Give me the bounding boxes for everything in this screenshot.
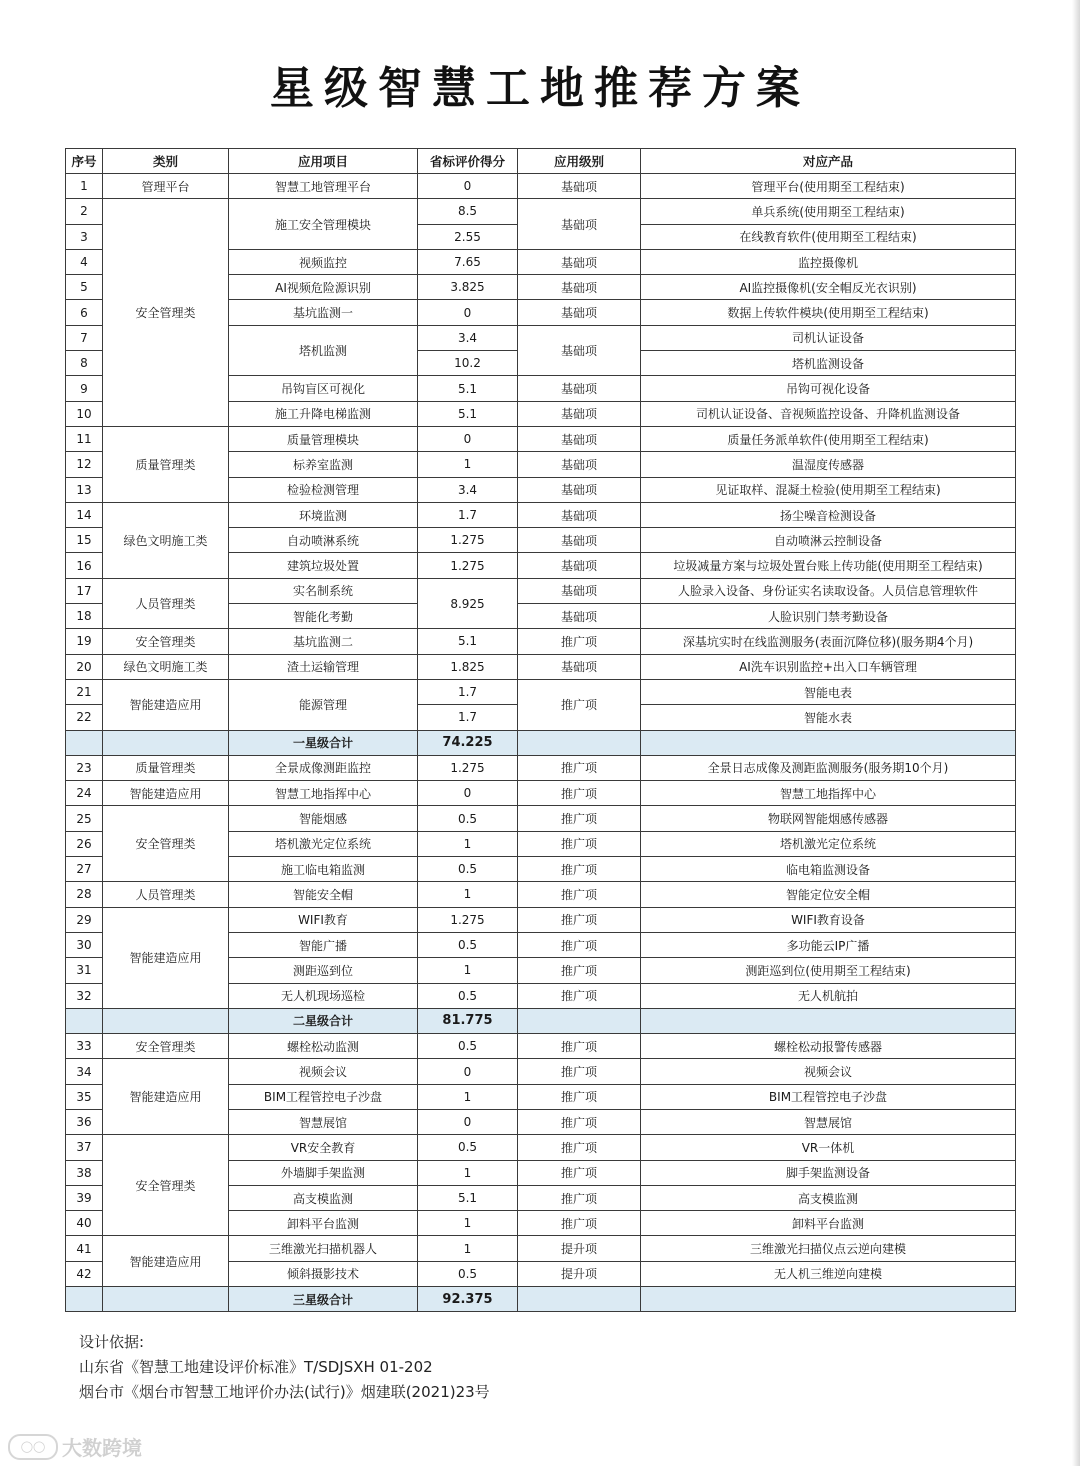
cell-score: 1.7 xyxy=(418,705,518,730)
cell-product: 物联网智能烟感传感器 xyxy=(641,806,1016,831)
cell-index: 14 xyxy=(66,502,103,527)
cell-index: 37 xyxy=(66,1135,103,1160)
cell-product: 高支模监测 xyxy=(641,1185,1016,1210)
cell-item: 施工升降电梯监测 xyxy=(229,401,418,426)
cell-score: 5.1 xyxy=(418,1185,518,1210)
table-row xyxy=(66,907,1016,932)
cell-item: BIM工程管控电子沙盘 xyxy=(229,1084,418,1109)
cell-product: 扬尘噪音检测设备 xyxy=(641,502,1016,527)
cell-score: 0 xyxy=(418,426,518,451)
cell-level: 基础项 xyxy=(518,300,641,325)
cell-index: 6 xyxy=(66,300,103,325)
cell-category: 管理平台 xyxy=(103,174,229,199)
cell-item: 塔机监测 xyxy=(229,325,418,376)
cell-score: 1.7 xyxy=(418,679,518,704)
cell-product: VR一体机 xyxy=(641,1135,1016,1160)
cell-level: 推广项 xyxy=(518,857,641,882)
cell-level: 推广项 xyxy=(518,755,641,780)
cell-level: 推广项 xyxy=(518,1185,641,1210)
cell-score: 8.5 xyxy=(418,199,518,224)
page-edge-shadow xyxy=(1072,0,1080,1466)
cell-index: 31 xyxy=(66,958,103,983)
cell-index: 15 xyxy=(66,528,103,553)
cell-item: 质量管理模块 xyxy=(229,426,418,451)
cell-score: 0.5 xyxy=(418,983,518,1008)
cell-score: 0.5 xyxy=(418,1135,518,1160)
subtotal-label: 二星级合计 xyxy=(229,1008,418,1033)
cell-level: 推广项 xyxy=(518,1034,641,1059)
cell-index: 28 xyxy=(66,882,103,907)
cell-item: 无人机现场巡检 xyxy=(229,983,418,1008)
cell-score: 3.4 xyxy=(418,477,518,502)
cell-item: 测距巡到位 xyxy=(229,958,418,983)
cell-index: 21 xyxy=(66,679,103,704)
cell-product: 见证取样、混凝土检验(使用期至工程结束) xyxy=(641,477,1016,502)
cell-item: 三维激光扫描机器人 xyxy=(229,1236,418,1261)
cell-item: 环境监测 xyxy=(229,502,418,527)
cell-category: 绿色文明施工类 xyxy=(103,502,229,578)
cell-product: 智能水表 xyxy=(641,705,1016,730)
cell-level: 基础项 xyxy=(518,426,641,451)
cell-score: 0.5 xyxy=(418,932,518,957)
cell-score: 1 xyxy=(418,831,518,856)
cell-score: 1.275 xyxy=(418,528,518,553)
cell-product: AI监控摄像机(安全帽反光衣识别) xyxy=(641,275,1016,300)
cell-product: 数据上传软件模块(使用期至工程结束) xyxy=(641,300,1016,325)
cell-category: 安全管理类 xyxy=(103,1135,229,1236)
cell-category: 智能建造应用 xyxy=(103,1236,229,1287)
cell-level: 推广项 xyxy=(518,882,641,907)
cell-index: 34 xyxy=(66,1059,103,1084)
cell-product: 三维激光扫描仪点云逆向建模 xyxy=(641,1236,1016,1261)
table-row xyxy=(66,1034,1016,1059)
cell-score: 10.2 xyxy=(418,351,518,376)
cell-product: 智能电表 xyxy=(641,679,1016,704)
cell-product: 司机认证设备、音视频监控设备、升降机监测设备 xyxy=(641,401,1016,426)
cell-index: 5 xyxy=(66,275,103,300)
subtotal-label: 三星级合计 xyxy=(229,1287,418,1312)
cell-score: 1 xyxy=(418,958,518,983)
cell-level: 推广项 xyxy=(518,1135,641,1160)
cell-level: 基础项 xyxy=(518,604,641,629)
cell-score: 1 xyxy=(418,1211,518,1236)
cell-level: 提升项 xyxy=(518,1236,641,1261)
cell-product: 深基坑实时在线监测服务(表面沉降位移)(服务期4个月) xyxy=(641,629,1016,654)
cell-level: 基础项 xyxy=(518,578,641,603)
cell-index: 9 xyxy=(66,376,103,401)
header-level: 应用级别 xyxy=(518,149,641,174)
cell-level: 基础项 xyxy=(518,654,641,679)
cell-level: 基础项 xyxy=(518,376,641,401)
cell-item: 全景成像测距监控 xyxy=(229,755,418,780)
cell-product: 人脸录入设备、身份证实名读取设备。人员信息管理软件 xyxy=(641,578,1016,603)
cell-level: 基础项 xyxy=(518,275,641,300)
cell-index: 10 xyxy=(66,401,103,426)
cell-product: 全景日志成像及测距监测服务(服务期10个月) xyxy=(641,755,1016,780)
cell-item: 高支模监测 xyxy=(229,1185,418,1210)
watermark xyxy=(8,1432,142,1461)
cell-category: 智能建造应用 xyxy=(103,679,229,730)
cell-level: 基础项 xyxy=(518,401,641,426)
cell-score: 3.4 xyxy=(418,325,518,350)
cell-score: 1 xyxy=(418,882,518,907)
cell-item: 自动喷淋系统 xyxy=(229,528,418,553)
cell-product: 管理平台(使用期至工程结束) xyxy=(641,174,1016,199)
cell-index: 33 xyxy=(66,1034,103,1059)
cell-score: 1.7 xyxy=(418,502,518,527)
basis-line-yantai: 烟台市《烟台市智慧工地评价办法(试行)》烟建联(2021)23号 xyxy=(79,1383,490,1401)
cell-item: 智慧工地指挥中心 xyxy=(229,781,418,806)
cell-item: 智慧工地管理平台 xyxy=(229,174,418,199)
cell-product: 人脸识别门禁考勤设备 xyxy=(641,604,1016,629)
cell-score: 5.1 xyxy=(418,376,518,401)
cell-score: 1 xyxy=(418,1084,518,1109)
cell-index: 39 xyxy=(66,1185,103,1210)
cell-item: WIFI教育 xyxy=(229,907,418,932)
cell-item: 智能安全帽 xyxy=(229,882,418,907)
cell-item: 渣土运输管理 xyxy=(229,654,418,679)
cell-score: 1.275 xyxy=(418,553,518,578)
cell-product: 智慧工地指挥中心 xyxy=(641,781,1016,806)
cell-category: 人员管理类 xyxy=(103,578,229,629)
cell-product: AI洗车识别监控+出入口车辆管理 xyxy=(641,654,1016,679)
cell-level: 推广项 xyxy=(518,1160,641,1185)
cell-score: 0 xyxy=(418,1059,518,1084)
cell-score: 1 xyxy=(418,1160,518,1185)
subtotal-label: 一星级合计 xyxy=(229,730,418,755)
cell-product: 塔机激光定位系统 xyxy=(641,831,1016,856)
cell-item: AI视频危险源识别 xyxy=(229,275,418,300)
cell-product: 无人机航拍 xyxy=(641,983,1016,1008)
table-row xyxy=(66,502,1016,527)
cell-item: 能源管理 xyxy=(229,679,418,730)
cell-score: 0 xyxy=(418,781,518,806)
cell-score: 2.55 xyxy=(418,224,518,249)
cell-category: 绿色文明施工类 xyxy=(103,654,229,679)
cell-item: VR安全教育 xyxy=(229,1135,418,1160)
subtotal-score: 74.225 xyxy=(418,730,518,755)
cell-category: 安全管理类 xyxy=(103,806,229,882)
cell-category: 智能建造应用 xyxy=(103,1059,229,1135)
cell-category: 安全管理类 xyxy=(103,1034,229,1059)
cell-product: WIFI教育设备 xyxy=(641,907,1016,932)
basis-heading: 设计依据: xyxy=(79,1333,145,1351)
cell-index: 40 xyxy=(66,1211,103,1236)
cell-score: 1.275 xyxy=(418,907,518,932)
cell-item: 基坑监测一 xyxy=(229,300,418,325)
cell-level: 推广项 xyxy=(518,907,641,932)
cell-item: 检验检测管理 xyxy=(229,477,418,502)
cell-level: 推广项 xyxy=(518,806,641,831)
header-category: 类别 xyxy=(103,149,229,174)
cell-score: 0.5 xyxy=(418,1261,518,1286)
cell-category: 人员管理类 xyxy=(103,882,229,907)
cell-score: 5.1 xyxy=(418,401,518,426)
cell-index: 1 xyxy=(66,174,103,199)
cell-index: 24 xyxy=(66,781,103,806)
cell-product: 测距巡到位(使用期至工程结束) xyxy=(641,958,1016,983)
cell-index: 35 xyxy=(66,1084,103,1109)
cell-product: 温湿度传感器 xyxy=(641,452,1016,477)
header-product: 对应产品 xyxy=(641,149,1016,174)
cell-item: 卸料平台监测 xyxy=(229,1211,418,1236)
cell-product: 质量任务派单软件(使用期至工程结束) xyxy=(641,426,1016,451)
table-header-row xyxy=(66,149,1016,174)
cell-product: 多功能云IP广播 xyxy=(641,932,1016,957)
cell-level: 推广项 xyxy=(518,781,641,806)
cell-product: BIM工程管控电子沙盘 xyxy=(641,1084,1016,1109)
cell-item: 施工安全管理模块 xyxy=(229,199,418,250)
cell-product: 脚手架监测设备 xyxy=(641,1160,1016,1185)
cell-index: 27 xyxy=(66,857,103,882)
header-index: 序号 xyxy=(66,149,103,174)
cell-category: 智能建造应用 xyxy=(103,907,229,1008)
cell-score: 5.1 xyxy=(418,629,518,654)
cell-product: 智慧展馆 xyxy=(641,1109,1016,1134)
cell-score: 7.65 xyxy=(418,249,518,274)
cell-index: 26 xyxy=(66,831,103,856)
table-row xyxy=(66,426,1016,451)
header-item: 应用项目 xyxy=(229,149,418,174)
cell-score: 1 xyxy=(418,452,518,477)
cell-index: 19 xyxy=(66,629,103,654)
cell-index: 29 xyxy=(66,907,103,932)
cell-level: 推广项 xyxy=(518,958,641,983)
cell-index: 18 xyxy=(66,604,103,629)
cell-index: 30 xyxy=(66,932,103,957)
cell-index: 22 xyxy=(66,705,103,730)
cell-product: 无人机三维逆向建模 xyxy=(641,1261,1016,1286)
cell-level: 基础项 xyxy=(518,199,641,250)
subtotal-row-two-star xyxy=(66,1008,1016,1033)
cell-level: 基础项 xyxy=(518,528,641,553)
cell-product: 临电箱监测设备 xyxy=(641,857,1016,882)
cell-item: 吊钩盲区可视化 xyxy=(229,376,418,401)
cell-level: 推广项 xyxy=(518,983,641,1008)
cell-item: 螺栓松动监测 xyxy=(229,1034,418,1059)
cell-score: 0 xyxy=(418,1109,518,1134)
table-row xyxy=(66,629,1016,654)
table-row xyxy=(66,1059,1016,1084)
cell-index: 12 xyxy=(66,452,103,477)
cell-item: 建筑垃圾处置 xyxy=(229,553,418,578)
cell-product: 监控摄像机 xyxy=(641,249,1016,274)
cell-level: 推广项 xyxy=(518,1109,641,1134)
table-row xyxy=(66,654,1016,679)
cell-level: 基础项 xyxy=(518,249,641,274)
recommendation-table xyxy=(65,148,1016,1312)
cell-item: 标养室监测 xyxy=(229,452,418,477)
cell-category: 质量管理类 xyxy=(103,426,229,502)
cell-item: 实名制系统 xyxy=(229,578,418,603)
watermark-text: 大数跨境 xyxy=(62,1436,142,1460)
cell-level: 推广项 xyxy=(518,1059,641,1084)
cell-item: 智能烟感 xyxy=(229,806,418,831)
cell-score: 0 xyxy=(418,174,518,199)
cell-index: 7 xyxy=(66,325,103,350)
cell-item: 智能化考勤 xyxy=(229,604,418,629)
cell-level: 基础项 xyxy=(518,452,641,477)
cell-product: 自动喷淋云控制设备 xyxy=(641,528,1016,553)
basis-line-shandong: 山东省《智慧工地建设评价标准》T/SDJSXH 01-202 xyxy=(79,1358,433,1376)
table-row xyxy=(66,882,1016,907)
table-row xyxy=(66,755,1016,780)
cell-category: 质量管理类 xyxy=(103,755,229,780)
cell-level: 基础项 xyxy=(518,553,641,578)
cell-category: 安全管理类 xyxy=(103,199,229,427)
cell-level: 推广项 xyxy=(518,679,641,730)
watermark-logo-icon: ◯◯ xyxy=(8,1434,58,1460)
cell-level: 提升项 xyxy=(518,1261,641,1286)
cell-level: 推广项 xyxy=(518,1084,641,1109)
cell-level: 基础项 xyxy=(518,477,641,502)
table-row xyxy=(66,781,1016,806)
cell-product: 垃圾减量方案与垃圾处置台账上传功能(使用期至工程结束) xyxy=(641,553,1016,578)
cell-index: 42 xyxy=(66,1261,103,1286)
cell-item: 塔机激光定位系统 xyxy=(229,831,418,856)
cell-score: 1 xyxy=(418,1236,518,1261)
cell-item: 施工临电箱监测 xyxy=(229,857,418,882)
cell-score: 1.275 xyxy=(418,755,518,780)
cell-product: 螺栓松动报警传感器 xyxy=(641,1034,1016,1059)
cell-index: 17 xyxy=(66,578,103,603)
table-row xyxy=(66,199,1016,224)
cell-item: 倾斜摄影技术 xyxy=(229,1261,418,1286)
subtotal-row-one-star xyxy=(66,730,1016,755)
cell-index: 38 xyxy=(66,1160,103,1185)
cell-product: 塔机监测设备 xyxy=(641,351,1016,376)
cell-index: 36 xyxy=(66,1109,103,1134)
cell-level: 基础项 xyxy=(518,174,641,199)
cell-index: 25 xyxy=(66,806,103,831)
table-row xyxy=(66,174,1016,199)
cell-level: 推广项 xyxy=(518,932,641,957)
subtotal-score: 81.775 xyxy=(418,1008,518,1033)
table-row xyxy=(66,1236,1016,1261)
cell-index: 4 xyxy=(66,249,103,274)
page-title: 星级智慧工地推荐方案 xyxy=(270,63,810,114)
cell-level: 基础项 xyxy=(518,325,641,376)
header-score: 省标评价得分 xyxy=(418,149,518,174)
cell-score: 3.825 xyxy=(418,275,518,300)
cell-index: 16 xyxy=(66,553,103,578)
cell-product: 在线教育软件(使用期至工程结束) xyxy=(641,224,1016,249)
cell-index: 20 xyxy=(66,654,103,679)
table-row xyxy=(66,679,1016,704)
design-basis xyxy=(79,1330,490,1405)
cell-level: 推广项 xyxy=(518,629,641,654)
cell-level: 推广项 xyxy=(518,1211,641,1236)
cell-score: 0 xyxy=(418,300,518,325)
cell-score: 1.825 xyxy=(418,654,518,679)
subtotal-row-three-star xyxy=(66,1287,1016,1312)
cell-index: 13 xyxy=(66,477,103,502)
cell-score: 0.5 xyxy=(418,806,518,831)
cell-product: 卸料平台监测 xyxy=(641,1211,1016,1236)
subtotal-score: 92.375 xyxy=(418,1287,518,1312)
cell-product: 司机认证设备 xyxy=(641,325,1016,350)
cell-item: 智慧展馆 xyxy=(229,1109,418,1134)
cell-index: 23 xyxy=(66,755,103,780)
cell-level: 基础项 xyxy=(518,502,641,527)
cell-product: 智能定位安全帽 xyxy=(641,882,1016,907)
cell-index: 2 xyxy=(66,199,103,224)
cell-category: 智能建造应用 xyxy=(103,781,229,806)
cell-index: 41 xyxy=(66,1236,103,1261)
cell-score: 0.5 xyxy=(418,1034,518,1059)
cell-item: 视频监控 xyxy=(229,249,418,274)
table-row xyxy=(66,578,1016,603)
cell-item: 视频会议 xyxy=(229,1059,418,1084)
cell-score: 8.925 xyxy=(418,578,518,629)
cell-index: 8 xyxy=(66,351,103,376)
cell-item: 基坑监测二 xyxy=(229,629,418,654)
cell-index: 32 xyxy=(66,983,103,1008)
cell-category: 安全管理类 xyxy=(103,629,229,654)
cell-index: 11 xyxy=(66,426,103,451)
table-row xyxy=(66,806,1016,831)
cell-product: 吊钩可视化设备 xyxy=(641,376,1016,401)
cell-score: 0.5 xyxy=(418,857,518,882)
cell-index: 3 xyxy=(66,224,103,249)
table-row xyxy=(66,1135,1016,1160)
cell-product: 视频会议 xyxy=(641,1059,1016,1084)
cell-level: 推广项 xyxy=(518,831,641,856)
cell-product: 单兵系统(使用期至工程结束) xyxy=(641,199,1016,224)
cell-item: 外墙脚手架监测 xyxy=(229,1160,418,1185)
cell-item: 智能广播 xyxy=(229,932,418,957)
